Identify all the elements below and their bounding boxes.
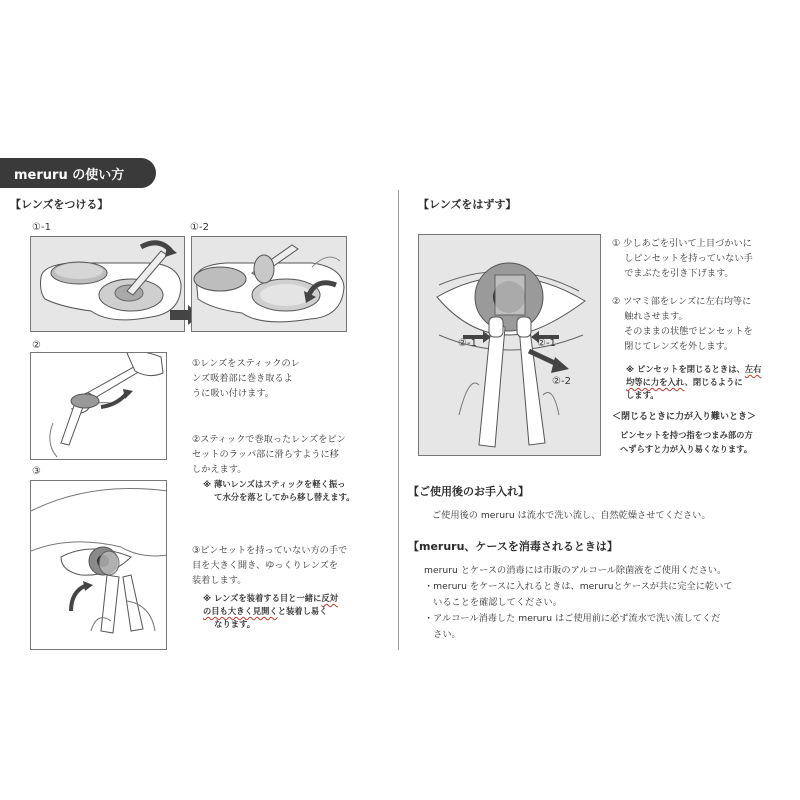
care-heading: 【ご使用後のお手入れ】 bbox=[408, 485, 529, 498]
remove-lens-illustration bbox=[418, 234, 601, 456]
attach-step-2-note: ※ 薄いレンズはスティックを軽く振っ て水分を落としてから移し替えます。 bbox=[203, 479, 355, 502]
attach-step-1-text: ①レンズをスティックのレ ンズ吸着部に巻き取るよ うに吸い付けます。 bbox=[192, 358, 300, 399]
care-text: ご使用後の meruru は流水で洗い流し、自然乾燥させてください。 bbox=[432, 510, 711, 521]
label-2-1-left: ②-1 bbox=[458, 338, 477, 349]
attach-step-2-text: ②スティックで巻取ったレンズをピン セットのラッパ部に滑らすように移 しかえます。 bbox=[192, 434, 346, 475]
disinfect-heading: 【meruru、ケースを消毒されるときは】 bbox=[408, 540, 618, 553]
remove-heading: 【レンズをはずす】 bbox=[418, 198, 517, 211]
step-1-1-label: ①-1 bbox=[32, 222, 51, 233]
apply-lens-illustration bbox=[30, 480, 167, 650]
lens-case-illustration-1 bbox=[30, 236, 185, 332]
page-title: meruru の使い方 bbox=[0, 158, 156, 188]
stick-transfer-illustration bbox=[30, 352, 167, 460]
lens-case-illustration-2 bbox=[191, 236, 347, 332]
column-divider bbox=[398, 190, 399, 650]
attach-heading: 【レンズをつける】 bbox=[10, 198, 109, 211]
step-2-label: ② bbox=[32, 340, 41, 351]
disinfect-list bbox=[424, 563, 798, 643]
label-2-1-right: ②-1 bbox=[537, 338, 556, 349]
step-1-2-label: ①-2 bbox=[190, 222, 209, 233]
disinfect-line: ・meruru をケースに入れるときは、meruruとケースが共に完全に乾いて いることを確認してください。 bbox=[424, 581, 733, 608]
disinfect-line: meruru とケースの消毒には市販のアルコール除菌液をご使用ください。 bbox=[424, 565, 727, 576]
attach-step-3-text: ③ピンセットを持っていない方の手で 目を大きく開き、ゆっくりレンズを 装着します。 bbox=[192, 545, 348, 586]
remove-note: ※ ピンセットを閉じるときは、左右 均等に力を入れ、閉じるように します。 bbox=[626, 364, 762, 400]
tip-text: ピンセットを持つ指をつまみ部の方 へずらすと力が入り易くなります。 bbox=[620, 430, 753, 454]
remove-step-2-text: ② ツマミ部をレンズに左右均等に 触れさせます。 そのままの状態でピンセットを 閉じてレンズを外します。 bbox=[612, 296, 753, 352]
disinfect-line: ・アルコール消毒した meruru はご使用前に必ず流水で洗い流してくだ さい。 bbox=[424, 613, 721, 640]
step-3-label: ③ bbox=[32, 466, 41, 477]
attach-step-3-note: ※ レンズを装着する目と一緒に反対 の目も大きく見開くと装着し易く なります。 bbox=[203, 593, 338, 629]
tip-heading: ＜閉じるときに力が入り難いとき＞ bbox=[612, 412, 757, 422]
remove-step-1-text: ① 少しあごを引いて上目づかいに しピンセットを持っていない手 でまぶたを引き下げます。 bbox=[612, 238, 753, 279]
label-2-2: ②-2 bbox=[552, 376, 571, 387]
